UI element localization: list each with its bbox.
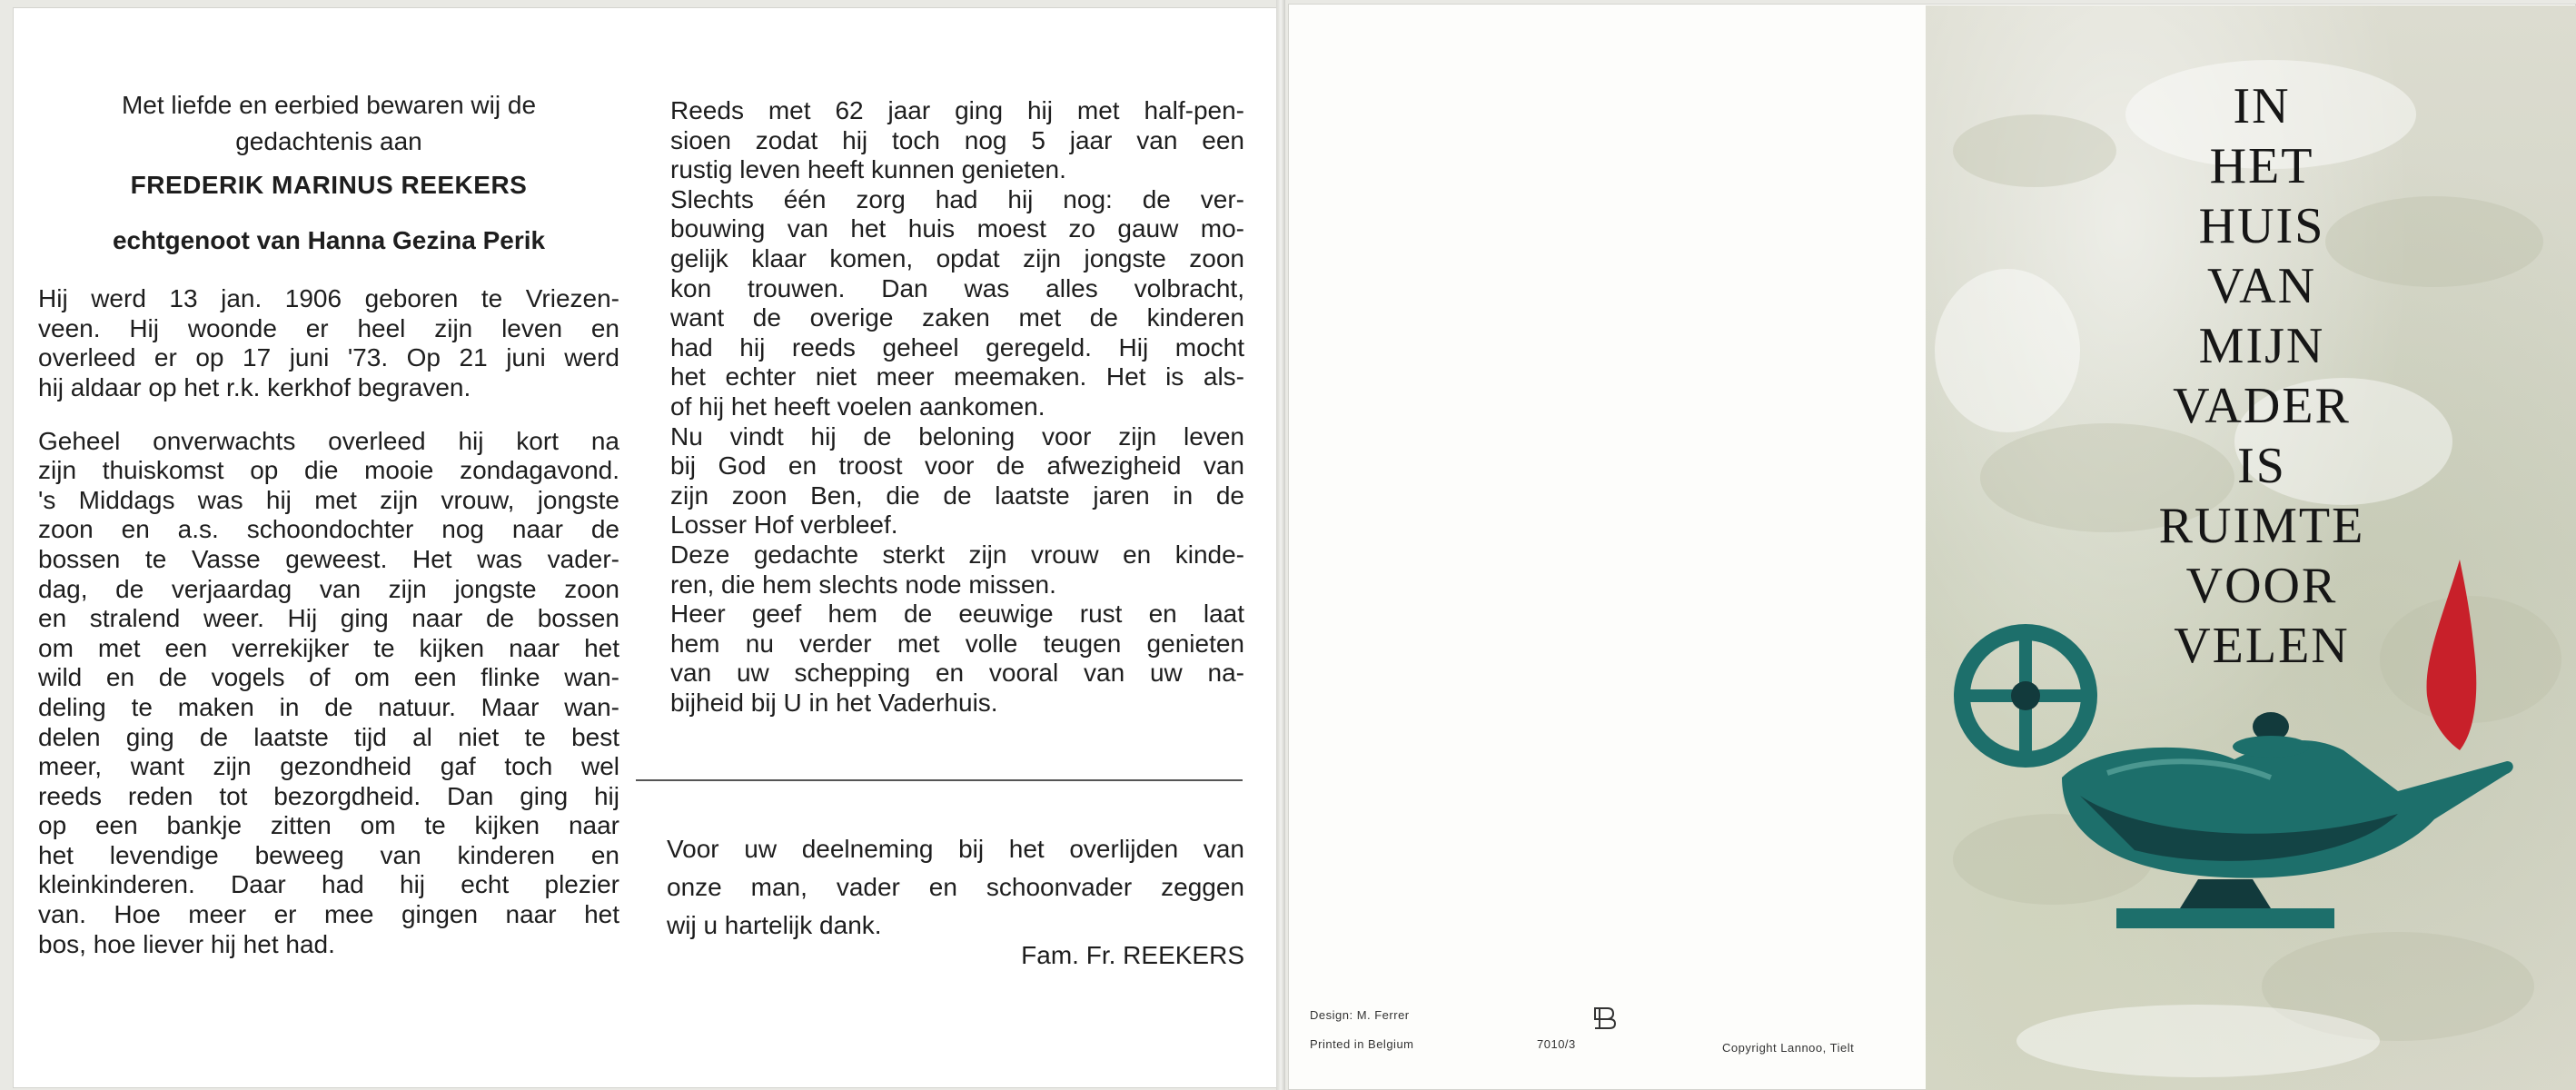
- copyright-note: Copyright Lannoo, Tielt: [1722, 1041, 1855, 1055]
- biography-line: bouwing van het huis moest zo gauw mo-: [670, 214, 1244, 243]
- biography-line: hij aldaar op het r.k. kerkhof begraven.: [38, 372, 471, 401]
- biography-line: deling te maken in de natuur. Maar wan-: [38, 692, 619, 721]
- cover-title-line: VELEN: [2174, 618, 2350, 674]
- card-code: 7010/3: [1537, 1037, 1576, 1051]
- biography-line: van. Hoe meer er mee gingen naar het: [38, 900, 619, 929]
- biography-line: of hij het heeft voelen aankomen.: [670, 391, 1045, 421]
- intro-line: Met liefde en eerbied bewaren wij de: [121, 91, 537, 119]
- biography-line: Nu vindt hij de beloning voor zijn leven: [670, 421, 1244, 451]
- biography-line: zijn thuiskomst op die mooie zondagavond.: [38, 456, 619, 485]
- biography-line: bij God en troost voor de afwezigheid van: [670, 451, 1244, 481]
- biography-line: Slechts één zorg had hij nog: de ver-: [670, 184, 1244, 213]
- biography-line: meer, want zijn gezondheid gaf toch wel: [38, 752, 619, 781]
- flame-icon: [2427, 560, 2477, 750]
- biography-line: hem nu verder met volle teugen genieten: [670, 629, 1244, 658]
- biography-paragraph-2: [38, 427, 619, 960]
- biography-line: zijn zoon Ben, die de laatste jaren in de: [670, 481, 1244, 510]
- thanks-line: wij u hartelijk dank.: [667, 911, 882, 939]
- biography-line: Losser Hof verbleef.: [670, 510, 898, 540]
- biography-line: sioen zodat hij toch nog 5 jaar van een: [670, 125, 1244, 154]
- card-fold: [1276, 0, 1285, 1090]
- lamp-body: [2062, 740, 2513, 878]
- cover-title-line: IN: [2233, 78, 2291, 134]
- deceased-name: FREDERIK MARINUS REEKERS: [130, 171, 528, 199]
- cover-title-line: VOOR: [2185, 558, 2338, 614]
- cover-title-line: VAN: [2206, 258, 2317, 314]
- printed-in-note: Printed in Belgium: [1310, 1037, 1414, 1051]
- biography-line: Heer geef hem de eeuwige rust en laat: [670, 600, 1244, 629]
- memorial-text-left-column: [38, 87, 619, 983]
- biography-line: Hij werd 13 jan. 1906 geboren te Vriezen-: [38, 284, 619, 313]
- biography-line: kon trouwen. Dan was alles volbracht,: [670, 273, 1244, 302]
- biography-line: want de overige zaken met de kinderen: [670, 303, 1244, 332]
- divider-line: [636, 779, 1243, 781]
- memorial-text-right-column: [670, 96, 1244, 718]
- biography-line: rustig leven heeft kunnen genieten.: [670, 155, 1066, 184]
- biography-line: het levendige beweeg van kinderen en: [38, 840, 619, 869]
- thanks-line: onze man, vader en schoonvader zeggen: [667, 873, 1244, 901]
- biography-paragraph-1: [38, 284, 619, 402]
- spouse-line: echtgenoot van Hanna Gezina Perik: [112, 225, 546, 254]
- biography-line: het echter niet meer meemaken. Het is als-: [670, 362, 1244, 391]
- biography-line: zoon en a.s. schoondochter nog naar de: [38, 515, 619, 544]
- biography-line: bos, hoe liever hij het had.: [38, 929, 335, 958]
- biography-line: veen. Hij woonde er heel zijn leven en: [38, 313, 619, 342]
- biography-line: reeds reden tot bezorgdheid. Dan ging hij: [38, 781, 619, 810]
- design-credit: Design: M. Ferrer: [1310, 1008, 1410, 1022]
- biography-line: overleed er op 17 juni '73. Op 21 juni werd: [38, 343, 619, 372]
- biography-line: delen ging de laatste tijd al niet te best: [38, 722, 619, 751]
- cover-title-line: IS: [2237, 438, 2286, 494]
- cover-title-line: VADER: [2173, 378, 2351, 434]
- thanks-line: Voor uw deelneming bij het overlijden van: [667, 835, 1244, 863]
- cover-title-line: HET: [2209, 138, 2314, 194]
- cover-title-line: MIJN: [2198, 318, 2325, 374]
- publisher-logo-icon: [1590, 1005, 1617, 1030]
- intro-text: [38, 87, 619, 160]
- biography-line: van uw schepping en vooral van uw na-: [670, 659, 1244, 688]
- biography-line: dag, de verjaardag van zijn jongste zoon: [38, 574, 619, 603]
- biography-line: 's Middags was hij met zijn vrouw, jongste: [38, 485, 619, 514]
- lamp-handle-wheel: [1962, 632, 2089, 759]
- oil-lamp-illustration: [1926, 560, 2576, 1032]
- biography-line: bijheid bij U in het Vaderhuis.: [670, 688, 998, 717]
- cover-title-line: HUIS: [2198, 198, 2325, 254]
- biography-line: gelijk klaar komen, opdat zijn jongste zoon: [670, 243, 1244, 272]
- biography-line: bossen te Vasse geweest. Het was vader-: [38, 544, 619, 573]
- cover-title-line: RUIMTE: [2158, 498, 2365, 554]
- biography-line: om met een verrekijker te kijken naar het: [38, 633, 619, 662]
- biography-line: Deze gedachte sterkt zijn vrouw en kinde-: [670, 540, 1244, 569]
- biography-line: op een bankje zitten om te kijken naar: [38, 811, 619, 840]
- biography-line: ren, die hem slechts node missen.: [670, 570, 1056, 599]
- intro-line: gedachtenis aan: [235, 127, 422, 155]
- biography-line: Geheel onverwachts overleed hij kort na: [38, 426, 619, 455]
- biography-line: Reeds met 62 jaar ging hij met half-pen-: [670, 96, 1244, 124]
- biography-line: had hij reeds geheel geregeld. Hij mocht: [670, 332, 1244, 362]
- front-cover: [1926, 5, 2576, 1090]
- family-signature: Fam. Fr. REEKERS: [1021, 941, 1244, 969]
- biography-line: kleinkinderen. Daar had hij echt plezier: [38, 870, 619, 899]
- biography-line: wild en de vogels of om een flinke wan-: [38, 663, 619, 692]
- biography-line: en stralend weer. Hij ging naar de bossen: [38, 604, 619, 633]
- thanks-message: [667, 830, 1244, 945]
